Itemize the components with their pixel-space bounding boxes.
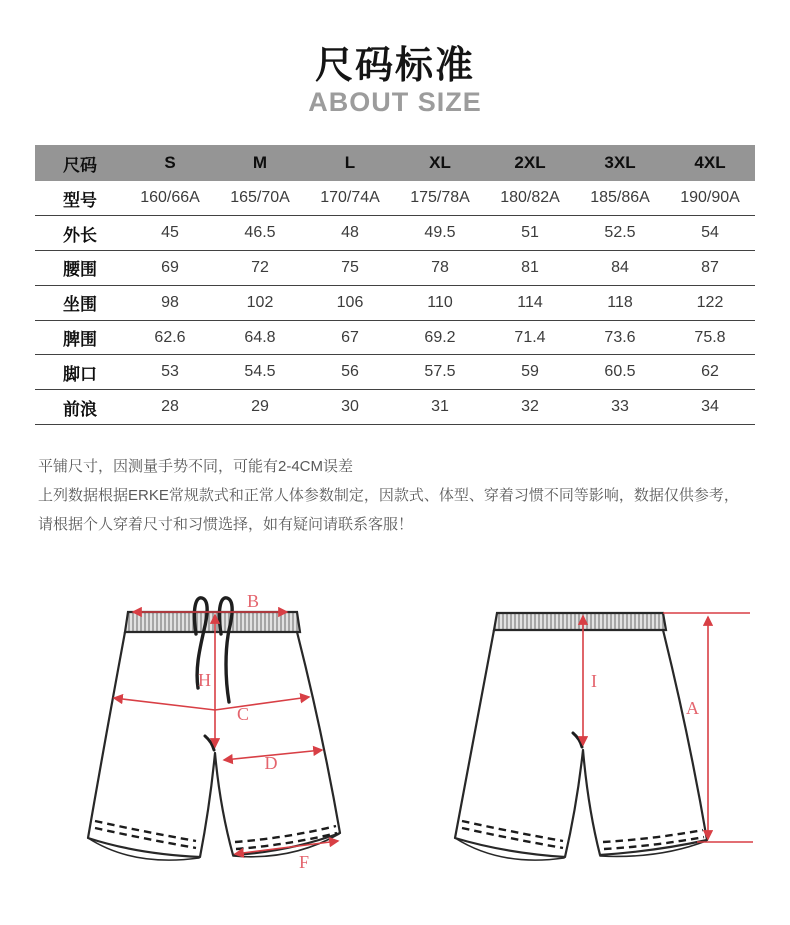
size-value-cell: 54 (701, 224, 719, 242)
size-value-cell: 84 (611, 258, 629, 276)
label-back-rise: I (591, 671, 597, 691)
size-value-cell: 57.5 (424, 363, 456, 381)
size-table-corner-header: 尺码 (63, 155, 97, 175)
size-value-cell: 78 (431, 258, 449, 276)
size-value-cell: 110 (427, 293, 453, 311)
row-label: 脚口 (63, 364, 97, 384)
front-waistband (125, 612, 300, 632)
size-value-cell: 51 (521, 224, 539, 242)
size-table-head (35, 145, 755, 181)
table-row (35, 216, 755, 251)
size-value-cell: 185/86A (590, 189, 650, 207)
row-label: 腰围 (63, 260, 97, 280)
size-value-cell: 69 (161, 258, 179, 276)
size-value-cell: 180/82A (500, 189, 560, 207)
size-value-cell: 46.5 (244, 224, 276, 242)
table-row (35, 390, 755, 425)
size-value-cell: 98 (161, 293, 179, 311)
size-value-cell: 33 (611, 398, 629, 416)
size-value-cell: 106 (336, 293, 364, 311)
row-label: 前浪 (63, 399, 97, 419)
label-outer-length: A (686, 698, 699, 718)
size-value-cell: 175/78A (410, 189, 470, 207)
size-value-cell: 29 (251, 398, 269, 416)
table-row (35, 320, 755, 355)
row-label: 坐围 (63, 295, 97, 315)
size-value-cell: 72 (251, 258, 269, 276)
size-value-cell: 45 (161, 224, 179, 242)
table-row (35, 285, 755, 320)
size-value-cell: 73.6 (604, 328, 636, 346)
note-line: 平铺尺寸，因测量手势不同，可能有2-4CM误差 (38, 458, 354, 475)
front-shorts-diagram (75, 590, 375, 890)
size-col-header: S (164, 153, 176, 172)
size-value-cell: 53 (161, 363, 179, 381)
label-hip-width: C (236, 704, 250, 724)
size-col-header: L (344, 153, 356, 172)
front-shorts-body (88, 632, 340, 857)
size-value-cell: 122 (696, 293, 724, 311)
size-value-cell: 118 (607, 293, 633, 311)
size-col-header: XL (429, 153, 451, 172)
size-table (35, 145, 755, 425)
size-value-cell: 31 (431, 398, 449, 416)
size-value-cell: 56 (341, 363, 359, 381)
size-value-cell: 190/90A (680, 189, 740, 207)
size-value-cell: 160/66A (140, 189, 200, 207)
back-left-hem-fold (455, 838, 564, 860)
table-row (35, 355, 755, 390)
label-front-rise: H (198, 670, 211, 690)
page-title: 尺码标准 (314, 45, 475, 87)
label-waist-width: B (246, 591, 260, 611)
back-shorts-diagram (445, 590, 765, 890)
size-value-cell: 69.2 (424, 328, 456, 346)
size-value-cell: 49.5 (424, 224, 456, 242)
size-value-cell: 75 (341, 258, 359, 276)
size-value-cell: 48 (341, 224, 359, 242)
size-value-cell: 34 (701, 398, 719, 416)
table-row (35, 251, 755, 286)
label-leg-opening: F (298, 852, 310, 872)
size-value-cell: 81 (521, 258, 539, 276)
size-value-cell: 60.5 (604, 363, 636, 381)
row-label: 脾围 (63, 330, 97, 350)
size-value-cell: 62 (701, 363, 719, 381)
size-value-cell: 62.6 (154, 328, 186, 346)
size-value-cell: 165/70A (230, 189, 290, 207)
note-line: 上列数据根据ERKE常规款式和正常人体参数制定，因款式、体型、穿着习惯不同等影响，数据仅供参考， (38, 487, 739, 504)
measure-line-hip-width (114, 697, 309, 710)
size-value-cell: 71.4 (514, 328, 546, 346)
size-value-cell: 59 (521, 363, 539, 381)
size-value-cell: 114 (517, 293, 543, 311)
table-row (35, 181, 755, 216)
size-value-cell: 52.5 (604, 224, 636, 242)
label-thigh-width: D (264, 753, 278, 773)
page-subtitle: ABOUT SIZE (308, 87, 482, 117)
size-value-cell: 32 (521, 398, 539, 416)
note-line: 请根据个人穿着尺寸和习惯选择，如有疑问请联系客服！ (38, 516, 414, 533)
front-crotch-seam (205, 736, 214, 750)
size-value-cell: 75.8 (694, 328, 726, 346)
back-crotch-seam (573, 733, 582, 747)
size-value-cell: 67 (341, 328, 359, 346)
back-right-hem-stitch (603, 830, 703, 842)
size-value-cell: 30 (341, 398, 359, 416)
row-label: 型号 (63, 190, 97, 210)
size-value-cell: 64.8 (244, 328, 276, 346)
back-waistband (494, 613, 666, 630)
size-value-cell: 54.5 (244, 363, 276, 381)
size-table-body (35, 181, 755, 425)
size-col-header: M (252, 153, 268, 172)
size-col-header: 4XL (694, 153, 726, 172)
size-table-header-row (35, 145, 755, 181)
size-value-cell: 28 (161, 398, 179, 416)
size-col-header: 3XL (604, 153, 636, 172)
size-col-header: 2XL (514, 153, 546, 172)
size-value-cell: 87 (701, 258, 719, 276)
size-value-cell: 170/74A (320, 189, 380, 207)
notes-block (38, 452, 758, 539)
row-label: 外长 (63, 225, 97, 245)
size-value-cell: 102 (246, 293, 274, 311)
